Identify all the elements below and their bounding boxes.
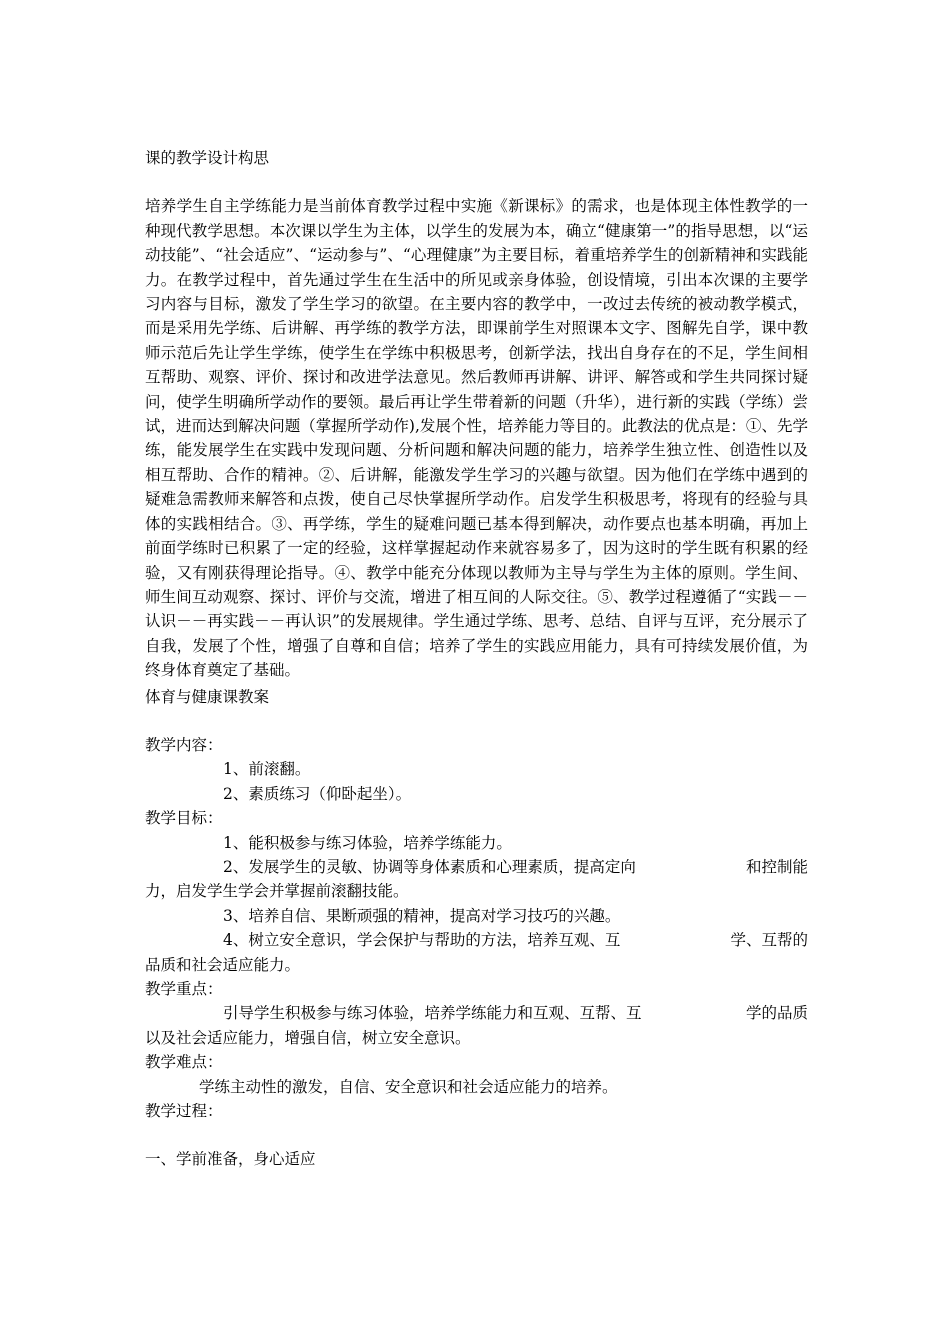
content-item: 2、素质练习（仰卧起坐）。	[223, 784, 412, 803]
key-points	[145, 1001, 808, 1025]
goal-2-continuation: 力，启发学生学会并掌握前滚翻技能。	[145, 882, 409, 901]
goal-item-3: 3、培养自信、果断顽强的精神，提高对学习技巧的兴趣。	[223, 906, 621, 925]
goals-heading: 教学目标：	[145, 809, 223, 828]
key-left: 引导学生积极参与练习体验，培养学练能力和互观、互帮、互	[223, 1004, 642, 1023]
section-1-heading: 一、学前准备，身心适应	[145, 1150, 316, 1169]
doc-title: 课的教学设计构思	[145, 149, 270, 167]
difficulty-text: 学练主动性的激发，自信、安全意识和社会适应能力的培养。	[199, 1077, 618, 1096]
content-item: 1、前滚翻。	[223, 760, 311, 779]
key-continuation: 以及社会适应能力，增强自信，树立安全意识。	[145, 1028, 471, 1047]
content-heading: 教学内容：	[145, 735, 223, 754]
process-heading: 教学过程：	[145, 1102, 223, 1121]
key-right: 学的品质	[745, 1004, 808, 1023]
lesson-title: 体育与健康课教案	[145, 687, 270, 706]
intro-paragraph: 培养学生自主学练能力是当前体育教学过程中实施《新课标》的需求，也是体现主体性教学的一种现代教学思想。本次课以学生为主体，以学生的发展为本，确立“健康第一”的指导思想，以“运动技能”、“社会适应”、“运动参与”、“心理健康”为主要目标，着重培养学生的创新精神和实践能力。在教学过程中，首先通过学生在生活中的所见或亲身体验，创设情境，引出本次课的主要学习内容与目标，激发了学生学习的欲望。在主要内容的教学中，一改过去传统的被动教学模式，而是采用先学练、后讲解、再学练的教学方法，即课前学生对照课本文字、图解先自学，课中教师示范后先让学生学练，使学生在学练中积极思考，创新学法，找出自身存在的不足，学生间相互帮助、观察、评价、探讨和改进学法意见。然后教师再讲解、讲评、解答或和学生共同探讨疑问，使学生明确所学动作的要领。最后再让学生带着新的问题（升华），进行新的实践（学练）尝试，进而达到解决问题（掌握所学动作),发展个性，培养能力等目的。此教法的优点是：①、先学练，能发展学生在实践中发现问题、分析问题和解决问题的能力，培养学生独立性、创造性以及相互帮助、合作的精神。②、后讲解，能激发学生学习的兴趣与欲望。因为他们在学练中遇到的疑难急需教师来解答和点拨，使自己尽快掌握所学动作。启发学生积极思考，将现有的经验与具体的实践相结合。③、再学练，学生的疑难问题已基本得到解决，动作要点也基本明确，再加上前面学练时已积累了一定的经验，这样掌握起动作来就容易多了，因为这时的学生既有积累的经验，又有刚获得理论指导。④、教学中能充分体现以教师为主导与学生为主体的原则。学生间、师生间互动观察、探讨、评价与交流，增进了相互间的人际交往。⑤、教学过程遵循了“实践－－认识－－再实践－－再认识”的发展规律。学生通过学练、思考、总结、自评与互评，充分展示了自我，发展了个性，增强了自尊和自信；培养了学生的实践应用能力，具有可持续发展价值，为终身体育奠定了基础。	[145, 197, 808, 680]
difficulty-heading: 教学难点：	[145, 1053, 223, 1072]
goal-2-right: 和控制能	[745, 857, 808, 876]
goal-4-left: 4、树立安全意识，学会保护与帮助的方法，培养互观、互	[223, 931, 621, 950]
document-page	[145, 146, 808, 1172]
goal-4-right: 学、互帮的	[730, 931, 808, 950]
key-heading: 教学重点：	[145, 980, 223, 998]
goal-item-2	[145, 855, 808, 879]
goal-item-1: 1、能积极参与练习体验，培养学练能力。	[223, 833, 512, 852]
goal-item-4	[145, 928, 808, 952]
goal-4-continuation: 品质和社会适应能力。	[145, 955, 301, 974]
goal-2-left: 2、发展学生的灵敏、协调等身体素质和心理素质，提高定向	[223, 857, 636, 876]
